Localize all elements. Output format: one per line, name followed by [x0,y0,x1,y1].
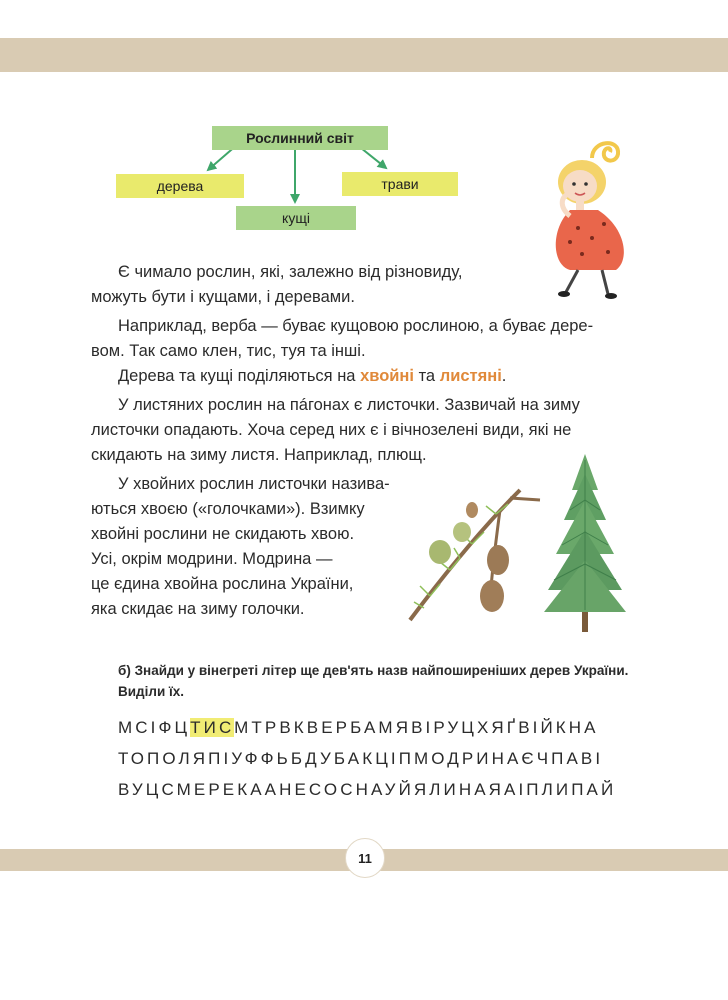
paragraph-line: ються хвоєю («голочками»). Взимку [91,500,365,518]
paragraph-line-keywords [118,364,506,389]
diagram-shrubs-box: кущі [236,206,356,230]
paragraph-text: . [501,367,507,385]
paragraph-text: та [418,367,436,385]
paragraph-line: Наприклад, верба — буває кущовою рослиною, а буває дере- [118,317,594,335]
diagram-grass-box: трави [342,172,458,196]
paragraph-line: Є чимало рослин, які, залежно від різновиду, [118,263,463,281]
paragraph-line: листочки опадають. Хоча серед них є і вічнозелені види, які не [91,421,572,439]
larch-branch-icon [400,470,550,630]
diagram-trees-box: дерева [116,174,244,198]
paragraph-line: скидають на зиму листя. Наприклад, плющ. [91,446,427,464]
paragraph-line: У хвойних рослин листочки назива- [118,475,390,493]
keyword-coniferous: хвойні [360,367,414,385]
paragraph-line: хвойні рослини не скидають хвою. [91,525,355,543]
keyword-deciduous: листяні [439,367,502,385]
paragraph-line: вом. Так само клен, тис, туя та інші. [91,342,366,360]
puzzle-text: МСІФЦ [118,718,191,737]
paragraph-line: це єдина хвойна рослина України, [91,575,354,593]
paragraph-line: У листяних рослин на пáгонах є листочки. Зазвичай на зиму [118,396,580,414]
paragraph-text: Дерева та кущі поділяються на [118,367,356,385]
puzzle-text: МТРВКВЕРБАМЯВІРУЦХЯҐВІЙКНА [234,718,599,737]
letter-puzzle-line-3: ВУЦСМЕРЕКААНЕСОСНАУЙЯЛИНАЯАІПЛИПАЙ [118,780,617,799]
letter-puzzle-line-1 [118,718,599,738]
diagram-root-box: Рослинний світ [212,126,388,150]
puzzle-highlighted-word: ТИС [190,718,235,737]
page-number: 11 [345,838,385,878]
paragraph-line: яка скидає на зиму голочки. [91,600,305,618]
spruce-tree-icon [540,450,630,635]
girl-illustration-icon [530,120,650,300]
letter-puzzle-line-2: ТОПОЛЯПІУФФЬБДУБАКЦІПМОДРИНАЄЧПАВІ [118,749,604,768]
paragraph-line: можуть бути і кущами, і деревами. [91,288,355,306]
paragraph-line: Усі, окрім модрини. Модрина — [91,550,333,568]
task-instruction: б) Знайди у вінегреті літер ще дев'ять назв найпоширеніших дерев України. Виділи їх. [118,663,629,699]
